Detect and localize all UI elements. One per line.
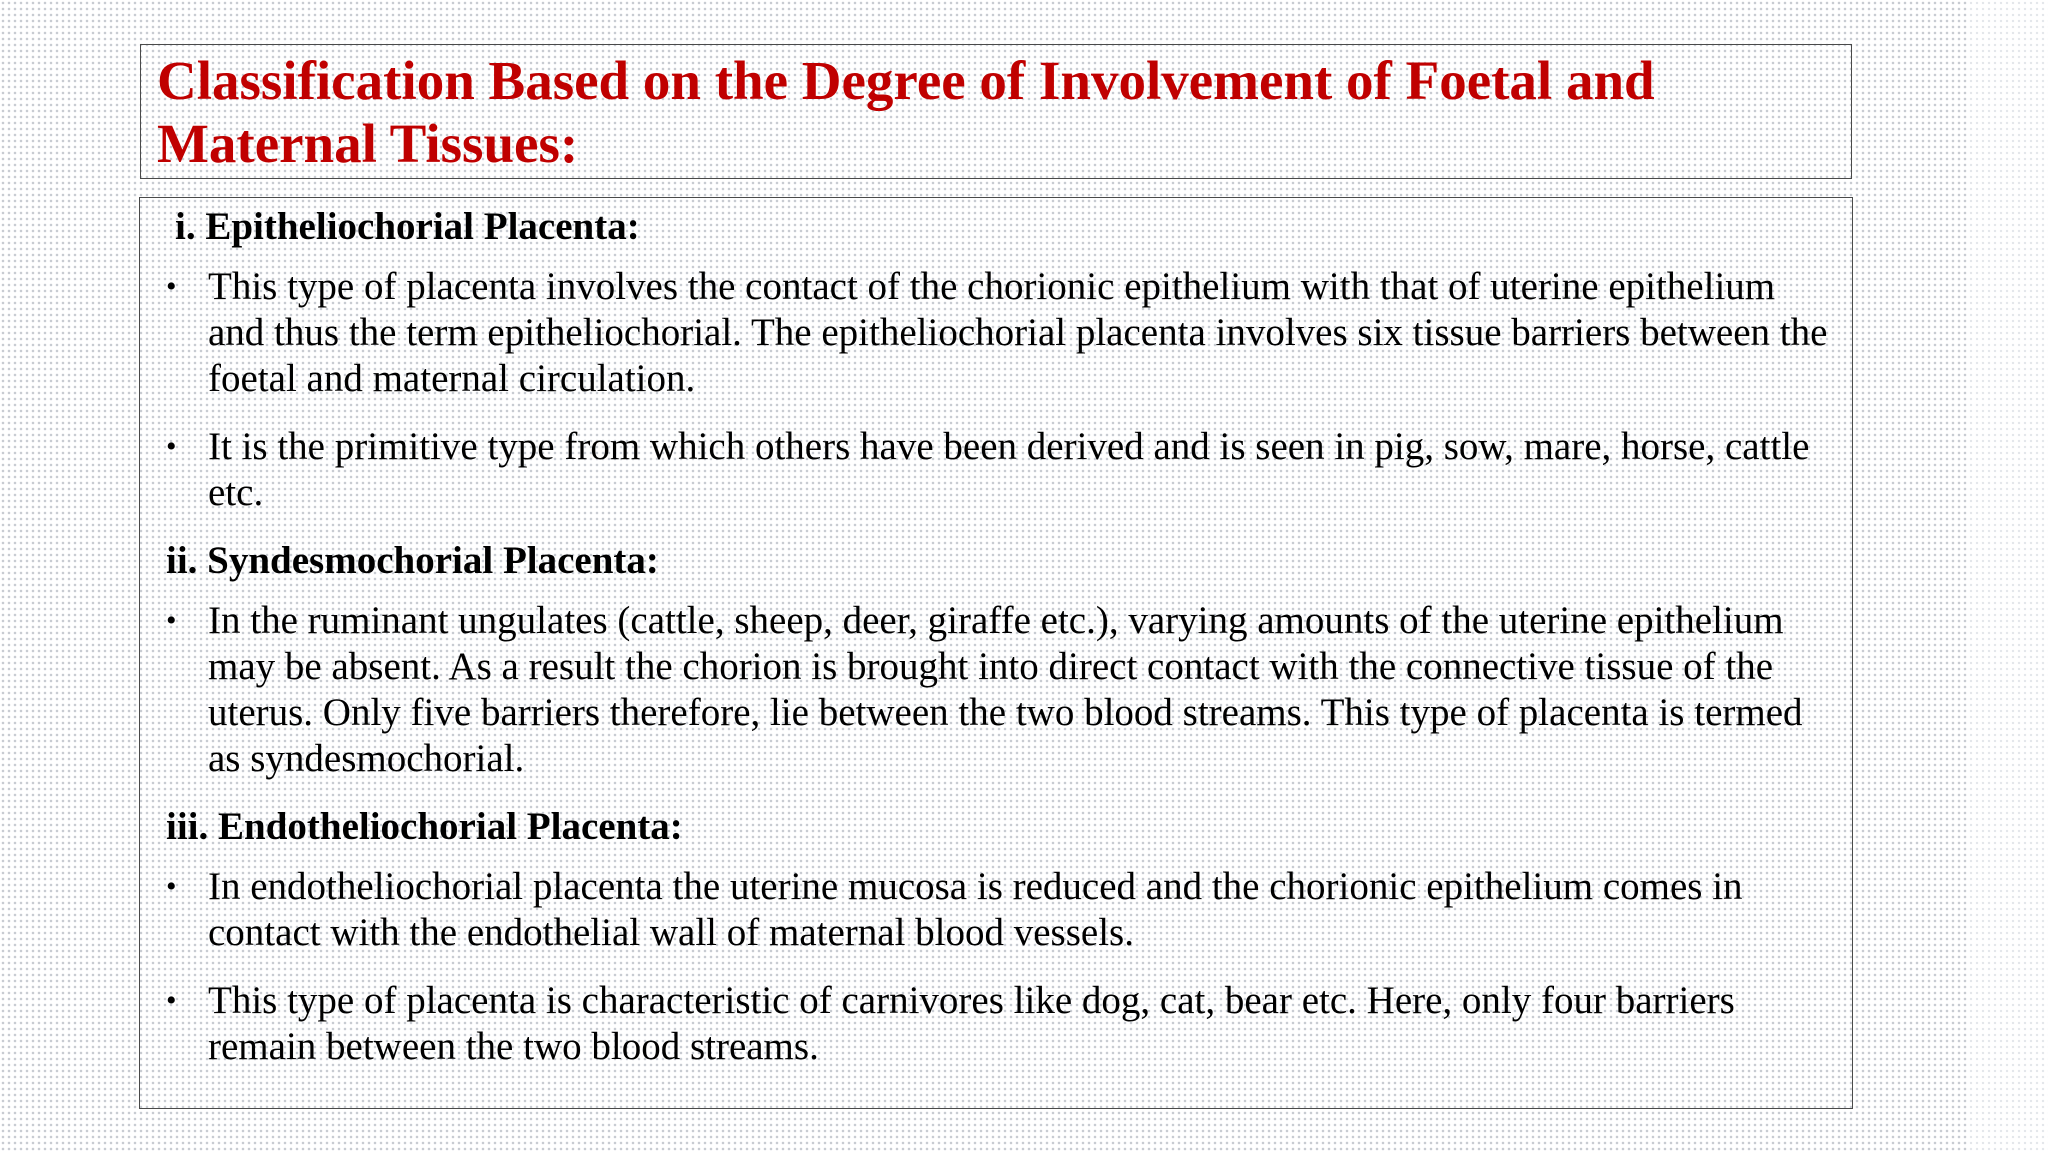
bullet-icon: • <box>166 870 177 903</box>
bullet-item <box>154 598 1832 782</box>
bullet-text: This type of placenta is characteristic of carnivores like dog, cat, bear etc. Here, only four barriers remain between the two blood streams. <box>208 979 1735 1068</box>
bullet-icon: • <box>166 430 177 463</box>
slide-margin-band <box>1968 0 2048 1152</box>
bullet-icon: • <box>166 984 177 1017</box>
title-box <box>140 44 1852 179</box>
section-heading-epitheliochorial: i. Epitheliochorial Placenta: <box>175 205 640 248</box>
bullet-item <box>154 264 1832 402</box>
content-box <box>139 197 1853 1109</box>
bullet-item <box>154 864 1832 956</box>
slide-title: Classification Based on the Degree of Involvement of Foetal and Maternal Tissues: <box>157 50 1655 174</box>
bullet-text: In the ruminant ungulates (cattle, sheep, deer, giraffe etc.), varying amounts of the uterine epithelium may be absent. As a result the chorion is brought into direct contact with the connective tissue of the uterus. Only five barriers therefore, lie between the two blood streams. This type of placenta is termed as syndesmochorial. <box>208 599 1803 780</box>
bullet-icon: • <box>166 604 177 637</box>
bullet-text: This type of placenta involves the contact of the chorionic epithelium with that of uterine epithelium and thus the term epitheliochorial. The epitheliochorial placenta involves six tissue barriers between the foetal and maternal circulation. <box>208 265 1828 400</box>
bullet-text: In endotheliochorial placenta the uterine mucosa is reduced and the chorionic epithelium comes in contact with the endothelial wall of maternal blood vessels. <box>208 865 1743 954</box>
section-heading-endotheliochorial: iii. Endotheliochorial Placenta: <box>166 805 683 848</box>
section-heading-syndesmochorial: ii. Syndesmochorial Placenta: <box>166 539 659 582</box>
bullet-item <box>154 424 1832 516</box>
bullet-icon: • <box>166 270 177 303</box>
bullet-text: It is the primitive type from which others have been derived and is seen in pig, sow, mare, horse, cattle etc. <box>208 425 1810 514</box>
bullet-item <box>154 978 1832 1070</box>
